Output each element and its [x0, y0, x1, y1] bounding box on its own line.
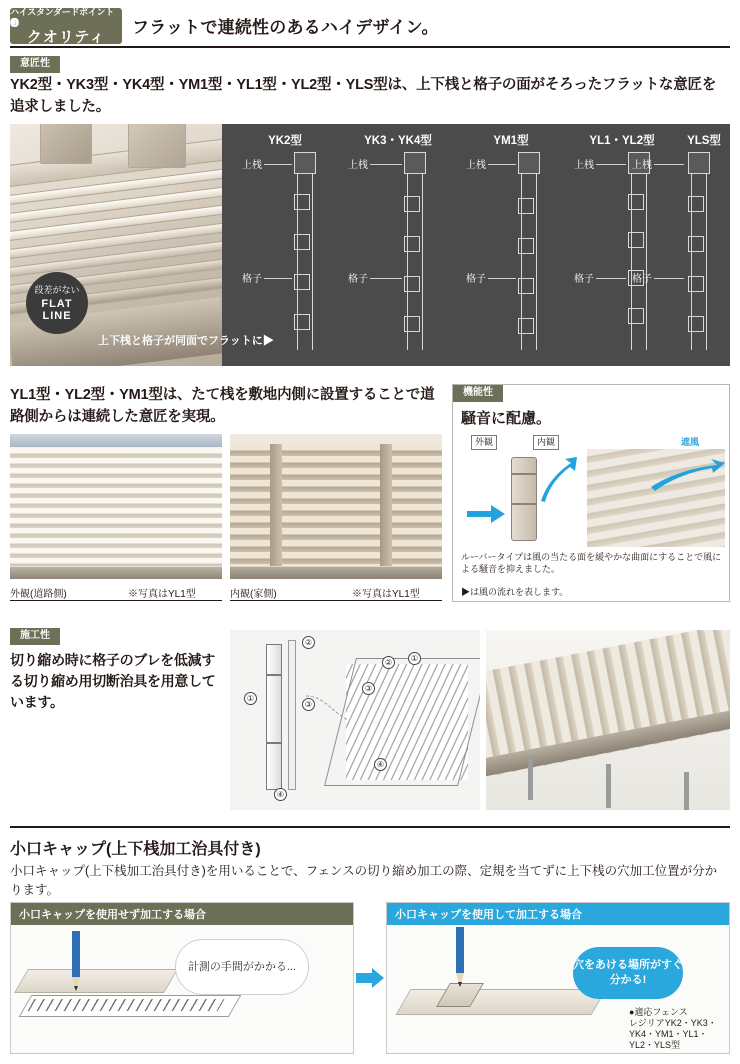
tag-design: 意匠性	[10, 56, 60, 73]
photo-exterior-caption: 外観(道路側)	[10, 589, 67, 600]
label-outside: 外観	[471, 435, 497, 450]
page-header	[10, 8, 730, 46]
badge-line2: クオリティ	[26, 29, 106, 46]
diagram-label-mid: 格子	[574, 274, 594, 285]
diagram-label-top: 上桟	[466, 160, 486, 171]
function-title: 騒音に配慮。	[461, 410, 552, 427]
construction-body-text: 切り縮め時に格子のブレを低減する切り縮め用切断治具を用意しています。	[10, 652, 216, 710]
callout-1: ①	[244, 692, 257, 705]
spec-box	[629, 1007, 725, 1051]
label-wind: 遮風	[681, 437, 700, 447]
flat-badge-line1: 段差がない	[34, 285, 80, 295]
spec-title: ●適応フェンス	[629, 1007, 688, 1017]
construction-diagram	[230, 630, 480, 810]
diagram-label-mid: 格子	[348, 274, 368, 285]
pencil-icon	[63, 931, 89, 993]
photo-interior-caption: 内観(家側)	[230, 589, 277, 600]
diagram-label-top: 上桟	[348, 160, 368, 171]
caption-divider-left	[10, 600, 222, 601]
design-dark-panel	[10, 124, 730, 366]
process-arrow-icon	[356, 968, 384, 988]
flat-caption-text: 上下桟と格子が同面でフラットに	[98, 335, 263, 347]
cap-section-body: 小口キャップ(上下桟加工治具付き)を用いることで、フェンスの切り縮め加工の際、定規を当てずに上下桟の穴加工位置が分かります。	[10, 864, 718, 897]
diagram-title: YM1型	[493, 135, 529, 147]
photo-exterior	[10, 434, 222, 579]
tag-function: 機能性	[453, 385, 503, 402]
callout-4b: ④	[374, 758, 387, 771]
function-diagram	[459, 431, 725, 547]
diagram-title: YLS型	[687, 135, 721, 147]
cap-without-bubble: 計測の手間がかかる...	[175, 939, 309, 995]
high-standard-badge	[10, 8, 122, 44]
diagram-label-mid: 格子	[242, 274, 262, 285]
diagram-label-top: 上桟	[242, 160, 262, 171]
callout-3b: ③	[362, 682, 375, 695]
tag-construction: 施工性	[10, 628, 60, 645]
page-title: フラットで連続性のあるハイデザイン。	[132, 18, 439, 37]
wind-arrow-up-icon	[537, 455, 577, 503]
cap-section-divider	[10, 826, 730, 828]
caption-divider-right	[230, 600, 442, 601]
diagram-title: YL1・YL2型	[589, 135, 655, 147]
spec-body: レジリアYK2・YK3・YK4・YM1・YL1・YL2・YLS型	[629, 1018, 717, 1050]
design-body-text: YK2型・YK3型・YK4型・YM1型・YL1型・YL2型・YLS型は、上下桟と格子の面がそろったフラットな意匠を追求しました。	[10, 77, 717, 115]
diagram-yk3-yk4	[340, 124, 456, 366]
diagram-ym1	[458, 124, 564, 366]
diagram-label-top: 上桟	[574, 160, 594, 171]
callout-2b: ②	[382, 656, 395, 669]
function-note: ルーバータイプは風の当たる面を緩やかな曲面にすることで風による騒音を抑えました。	[461, 552, 722, 574]
photo-interior-note: ※写真はYL1型	[352, 589, 420, 600]
flat-line-badge	[26, 272, 88, 334]
photo-exterior-note: ※写真はYL1型	[128, 589, 196, 600]
continuous-body-text: YL1型・YL2型・YM1型は、たて桟を敷地内側に設置することで道路側からは連続した意匠を実現。	[10, 387, 435, 425]
cap-with-bubble: 穴をあける場所がすぐ分かる!	[573, 947, 683, 999]
diagram-title: YK3・YK4型	[364, 135, 432, 147]
diagram-label-top: 上桟	[632, 160, 652, 171]
function-note2: ▶は風の流れを表します。	[461, 587, 569, 597]
connector-line-icon	[306, 690, 350, 730]
diagram-yk2	[232, 124, 338, 366]
flat-badge-line3: LINE	[42, 310, 72, 322]
badge-line1: ハイスタンダードポイント❸	[10, 7, 114, 28]
cap-panel-with-header: 小口キャップを使用して加工する場合	[387, 903, 729, 925]
cap-panel-without-header: 小口キャップを使用せず加工する場合	[11, 903, 353, 925]
header-divider	[10, 46, 730, 48]
cap-panel-without	[10, 902, 354, 1054]
cap-section-title: 小口キャップ(上下桟加工治具付き)	[10, 841, 261, 858]
function-box	[452, 384, 730, 602]
diagram-title: YK2型	[268, 135, 302, 147]
flat-badge-line2: FLAT	[41, 298, 73, 310]
label-inside: 内観	[533, 435, 559, 450]
callout-1b: ①	[408, 652, 421, 665]
diagram-yls	[632, 124, 730, 366]
flat-caption-arrow-icon: ▶	[262, 335, 274, 347]
wind-arrow-out-icon	[649, 453, 725, 493]
callout-3: ③	[302, 698, 315, 711]
pencil-icon	[447, 927, 473, 989]
diagram-label-mid: 格子	[632, 274, 652, 285]
callout-4: ④	[274, 788, 287, 801]
photo-interior	[230, 434, 442, 579]
callout-2: ②	[302, 636, 315, 649]
construction-photo	[486, 630, 730, 810]
diagram-yl1-yl2	[566, 124, 678, 366]
wind-arrow-in-icon	[465, 487, 509, 523]
diagram-label-mid: 格子	[466, 274, 486, 285]
cap-panel-with	[386, 902, 730, 1054]
